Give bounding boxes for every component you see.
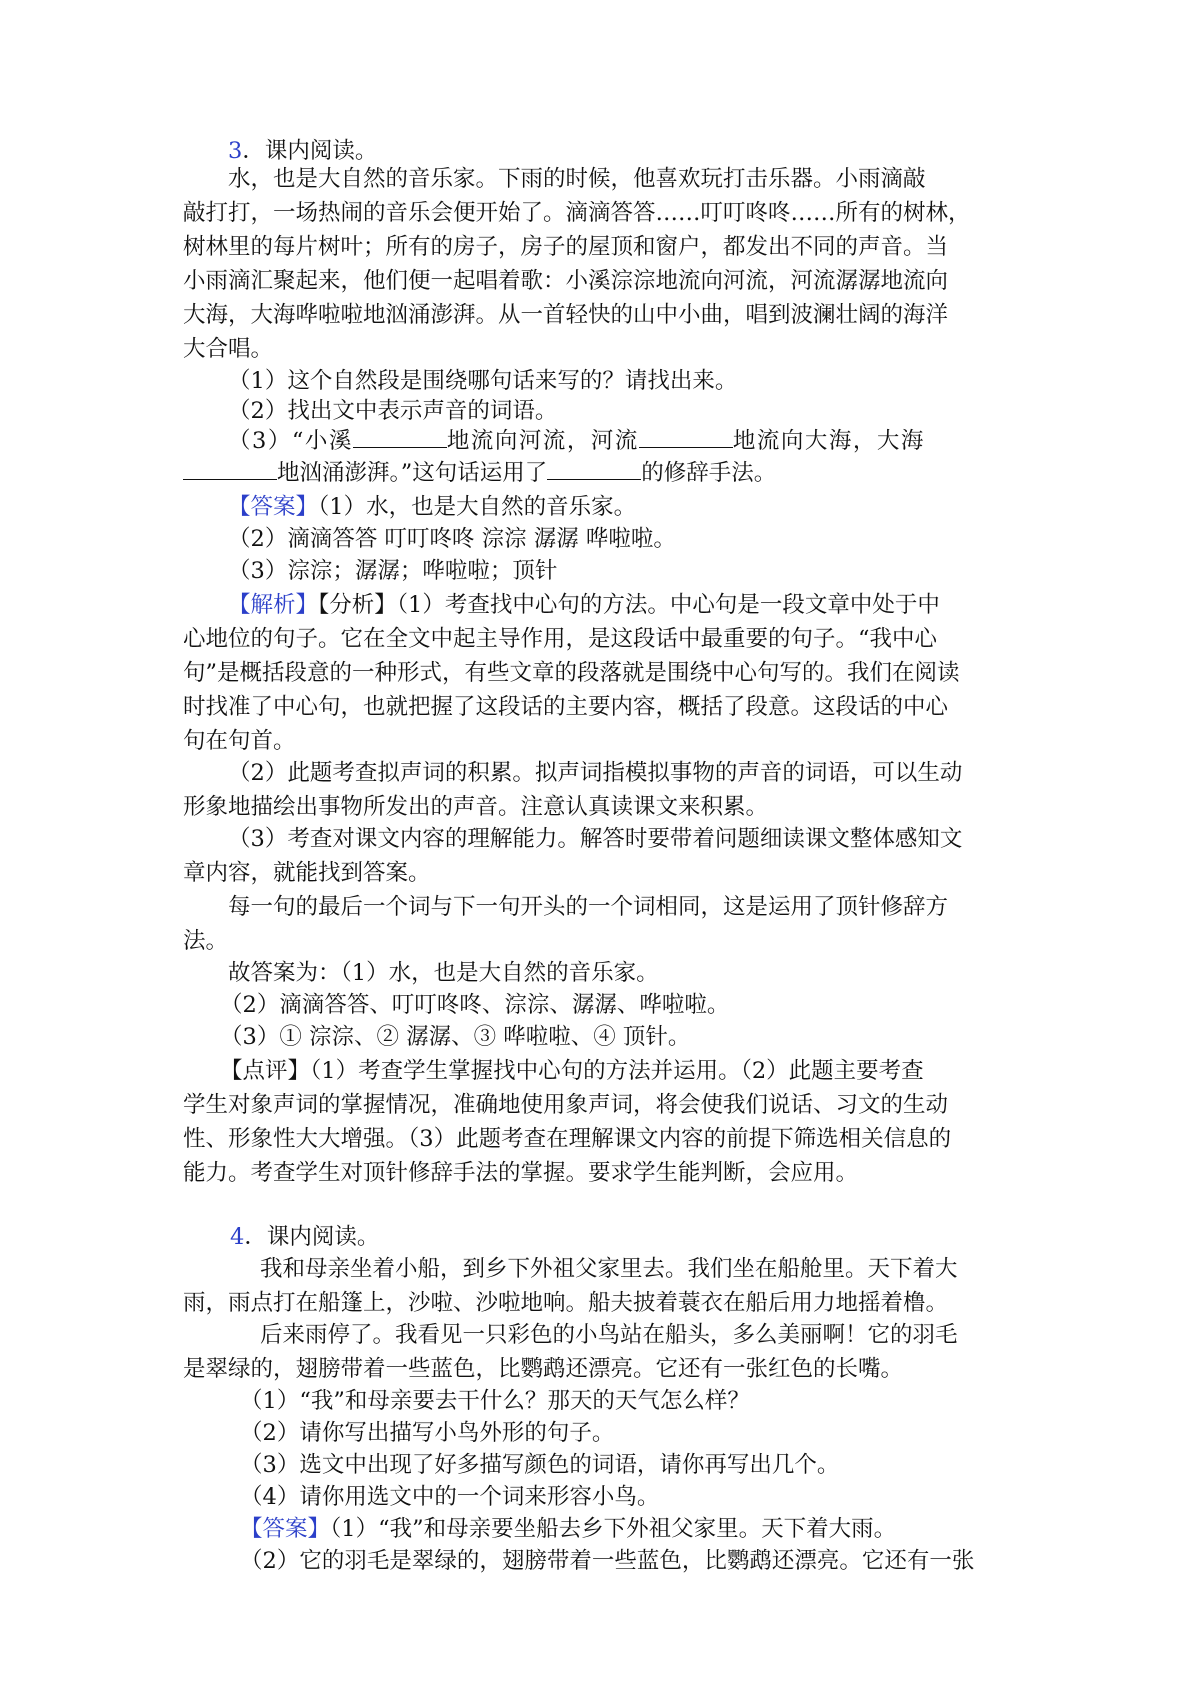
q3-q3-part-d: 地汹涌澎湃。”这句话运用了 [277, 460, 548, 486]
q3-comment-line: 【点评】（1）考查学生掌握找中心句的方法并运用。（2）此题主要考查 [220, 1058, 924, 1084]
q4-passage-line: 是翠绿的，翅膀带着一些蓝色，比鹦鹉还漂亮。它还有一张红色的长嘴。 [183, 1356, 904, 1382]
q3-analysis-line: 句”是概括段意的一种形式，有些文章的段落就是围绕中心句写的。我们在阅读 [183, 660, 960, 686]
analysis-tag: 【解析】 [228, 592, 319, 618]
q3-passage-line: 小雨滴汇聚起来，他们便一起唱着歌：小溪淙淙地流向河流，河流潺潺地流向 [183, 268, 949, 294]
q4-question-1: （1）“我”和母亲要去干什么？那天的天气怎么样？ [240, 1388, 750, 1414]
answer-blank [183, 457, 277, 480]
q4-number: 4 [230, 1224, 245, 1250]
q3-passage-line: 树林里的每片树叶；所有的房子，房子的屋顶和窗户，都发出不同的声音。当 [183, 234, 949, 260]
q4-question-3: （3）选文中出现了好多描写颜色的词语，请你再写出几个。 [240, 1452, 840, 1478]
q3-answer-line [228, 490, 1068, 524]
q3-analysis-line: 法。 [183, 928, 229, 954]
q3-number: 3 [228, 138, 243, 164]
q4-answer-line [240, 1512, 1080, 1546]
q4-passage-line: 雨，雨点打在船篷上，沙啦、沙啦地响。船夫披着蓑衣在船后用力地摇着橹。 [183, 1290, 949, 1316]
q4-passage-line: 我和母亲坐着小船，到乡下外祖父家里去。我们坐在船舱里。天下着大 [260, 1256, 958, 1282]
q3-q3-part-b: 地流向河流，河流 [446, 428, 639, 454]
q4-answer-1: （1）“我”和母亲要坐船去乡下外祖父家里。天下着大雨。 [330, 1516, 897, 1542]
q3-q3-part-e: 的修辞手法。 [641, 460, 777, 486]
q3-passage-line: 敲打打，一场热闹的音乐会便开始了。滴滴答答……叮叮咚咚……所有的树林， [183, 200, 971, 226]
q4-heading [230, 1220, 1070, 1254]
q3-answer-2: （2）滴滴答答 叮叮咚咚 淙淙 潺潺 哗啦啦。 [228, 526, 676, 552]
q3-analysis-line: （2）此题考查拟声词的积累。拟声词指模拟事物的声音的词语，可以生动 [228, 760, 963, 786]
q3-analysis-line: （3）① 淙淙、② 潺潺、③ 哗啦啦、④ 顶针。 [220, 1024, 691, 1050]
q3-analysis-line [228, 588, 1068, 622]
q3-passage-line: 水，也是大自然的音乐家。下雨的时候，他喜欢玩打击乐器。小雨滴敲 [228, 166, 926, 192]
answer-blank [547, 457, 641, 480]
q3-comment-line: 能力。考查学生对顶针修辞手法的掌握。要求学生能判断，会应用。 [183, 1160, 859, 1186]
q3-analysis-line: （3）考查对课文内容的理解能力。解答时要带着问题细读课文整体感知文 [228, 826, 963, 852]
q3-question-3 [228, 424, 1068, 458]
q3-q3-part-a: （3）“小溪 [228, 428, 353, 454]
q3-comment-line: 性、形象性大大增强。（3）此题考查在理解课文内容的前提下筛选相关信息的 [183, 1126, 952, 1152]
q3-passage-line: 大海，大海哗啦啦地汹涌澎湃。从一首轻快的山中小曲，唱到波澜壮阔的海洋 [183, 302, 949, 328]
q4-title: ．课内阅读。 [244, 1224, 380, 1250]
q3-analysis-line: 心地位的句子。它在全文中起主导作用，是这段话中最重要的句子。“我中心 [183, 626, 938, 652]
q3-analysis-line: 形象地描绘出事物所发出的声音。注意认真读课文来积累。 [183, 794, 769, 820]
q3-comment-line: 学生对象声词的掌握情况，准确地使用象声词，将会使我们说话、习文的生动 [183, 1092, 949, 1118]
q4-question-4: （4）请你用选文中的一个词来形容小鸟。 [240, 1484, 660, 1510]
q3-analysis-line: （2）滴滴答答、叮叮咚咚、淙淙、潺潺、哗啦啦。 [220, 992, 730, 1018]
q3-question-1: （1）这个自然段是围绕哪句话来写的？请找出来。 [228, 368, 738, 394]
q3-answer-1: （1）水，也是大自然的音乐家。 [318, 494, 637, 520]
q3-answer-3: （3）淙淙；潺潺；哗啦啦；顶针 [228, 558, 558, 584]
q3-analysis-line: 句在句首。 [183, 728, 296, 754]
q3-title: ．课内阅读。 [242, 138, 378, 164]
answer-tag: 【答案】 [228, 494, 319, 520]
q4-answer-2: （2）它的羽毛是翠绿的，翅膀带着一些蓝色，比鹦鹉还漂亮。它还有一张 [240, 1548, 975, 1574]
q3-q3-part-c: 地流向大海，大海 [732, 428, 925, 454]
q4-passage-line: 后来雨停了。我看见一只彩色的小鸟站在船头，多么美丽啊！它的羽毛 [260, 1322, 958, 1348]
q3-question-3-cont [183, 456, 1023, 490]
answer-tag: 【答案】 [240, 1516, 331, 1542]
q3-analysis-text: 【分析】（1）考查找中心句的方法。中心句是一段文章中处于中 [318, 592, 940, 618]
q3-analysis-line: 章内容，就能找到答案。 [183, 860, 431, 886]
q3-analysis-line: 时找准了中心句，也就把握了这段话的主要内容，概括了段意。这段话的中心 [183, 694, 949, 720]
answer-blank [353, 425, 447, 448]
q4-question-2: （2）请你写出描写小鸟外形的句子。 [240, 1420, 615, 1446]
q3-analysis-line: 故答案为：（1）水，也是大自然的音乐家。 [228, 960, 659, 986]
q3-analysis-line: 每一句的最后一个词与下一句开头的一个词相同，这是运用了顶针修辞方 [228, 894, 949, 920]
answer-blank [639, 425, 733, 448]
q3-question-2: （2）找出文中表示声音的词语。 [228, 398, 558, 424]
q3-passage-line: 大合唱。 [183, 336, 274, 362]
